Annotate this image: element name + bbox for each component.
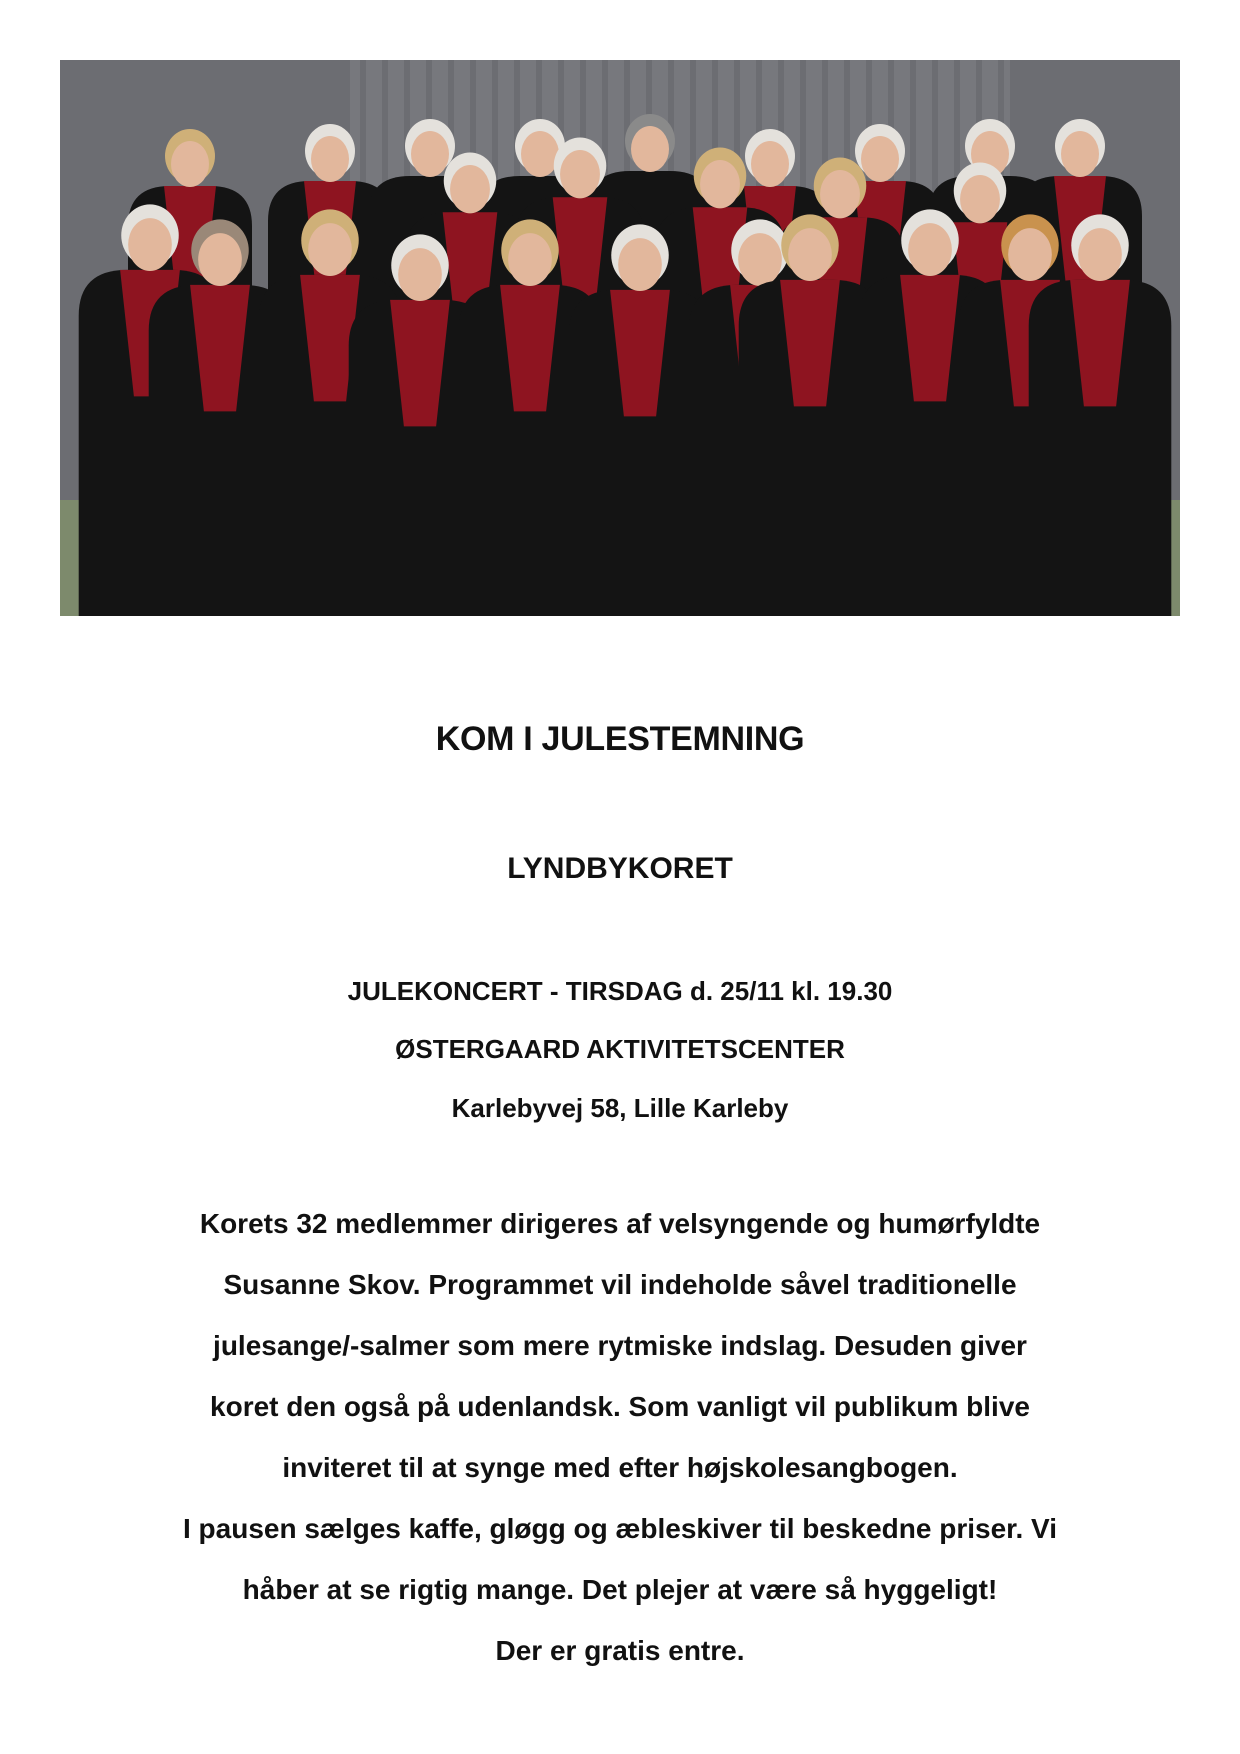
description-line: Susanne Skov. Programmet vil indeholde såvel traditionelle xyxy=(223,1269,1017,1300)
person-face xyxy=(820,170,860,218)
description-line: Der er gratis entre. xyxy=(495,1635,745,1666)
person-face xyxy=(908,223,952,276)
description-line: Korets 32 medlemmer dirigeres af velsyngende og humørfyldte xyxy=(199,1208,1041,1239)
person-face xyxy=(960,175,1000,223)
description-line: I pausen sælges kaffe, gløgg og æbleskiver til beskedne priser. Vi xyxy=(182,1513,1057,1544)
person-face xyxy=(1008,228,1052,281)
concert-date-line: JULEKONCERT - TIRSDAG d. 25/11 kl. 19.30 xyxy=(347,976,893,1006)
person-face xyxy=(450,165,490,213)
person-face xyxy=(751,141,789,187)
person-face xyxy=(861,136,899,182)
person-face xyxy=(128,218,172,271)
person-face xyxy=(700,160,740,208)
person-face xyxy=(508,233,552,286)
choir-name: LYNDBYKORET xyxy=(507,852,733,885)
description-line: inviteret til at synge med efter højskolesangbogen. xyxy=(282,1452,958,1483)
person-face xyxy=(311,136,349,182)
description-paragraph xyxy=(100,1198,1140,1686)
person-face xyxy=(308,223,352,276)
venue-address: Karlebyvej 58, Lille Karleby xyxy=(451,1093,789,1123)
person-face xyxy=(560,150,600,198)
person-face xyxy=(618,238,662,291)
person-face xyxy=(171,141,209,187)
person-face xyxy=(788,228,832,281)
description-line: håber at se rigtig mange. Det plejer at være så hyggeligt! xyxy=(242,1574,998,1605)
person-face xyxy=(1061,131,1099,177)
description-line: julesange/-salmer som mere rytmiske indslag. Desuden giver xyxy=(213,1330,1027,1361)
choir-group-photo xyxy=(60,60,1180,616)
poster-title: KOM I JULESTEMNING xyxy=(435,720,805,758)
venue-name: ØSTERGAARD AKTIVITETSCENTER xyxy=(395,1034,845,1064)
person-face xyxy=(198,233,242,286)
person-face xyxy=(398,248,442,301)
person-face xyxy=(738,233,782,286)
person-face xyxy=(521,131,559,177)
person-face xyxy=(1078,228,1122,281)
person-face xyxy=(411,131,449,177)
description-line: koret den også på udenlandsk. Som vanligt vil publikum blive xyxy=(210,1391,1030,1422)
choir-photo-illustration xyxy=(60,60,1180,616)
person-face xyxy=(631,126,669,172)
